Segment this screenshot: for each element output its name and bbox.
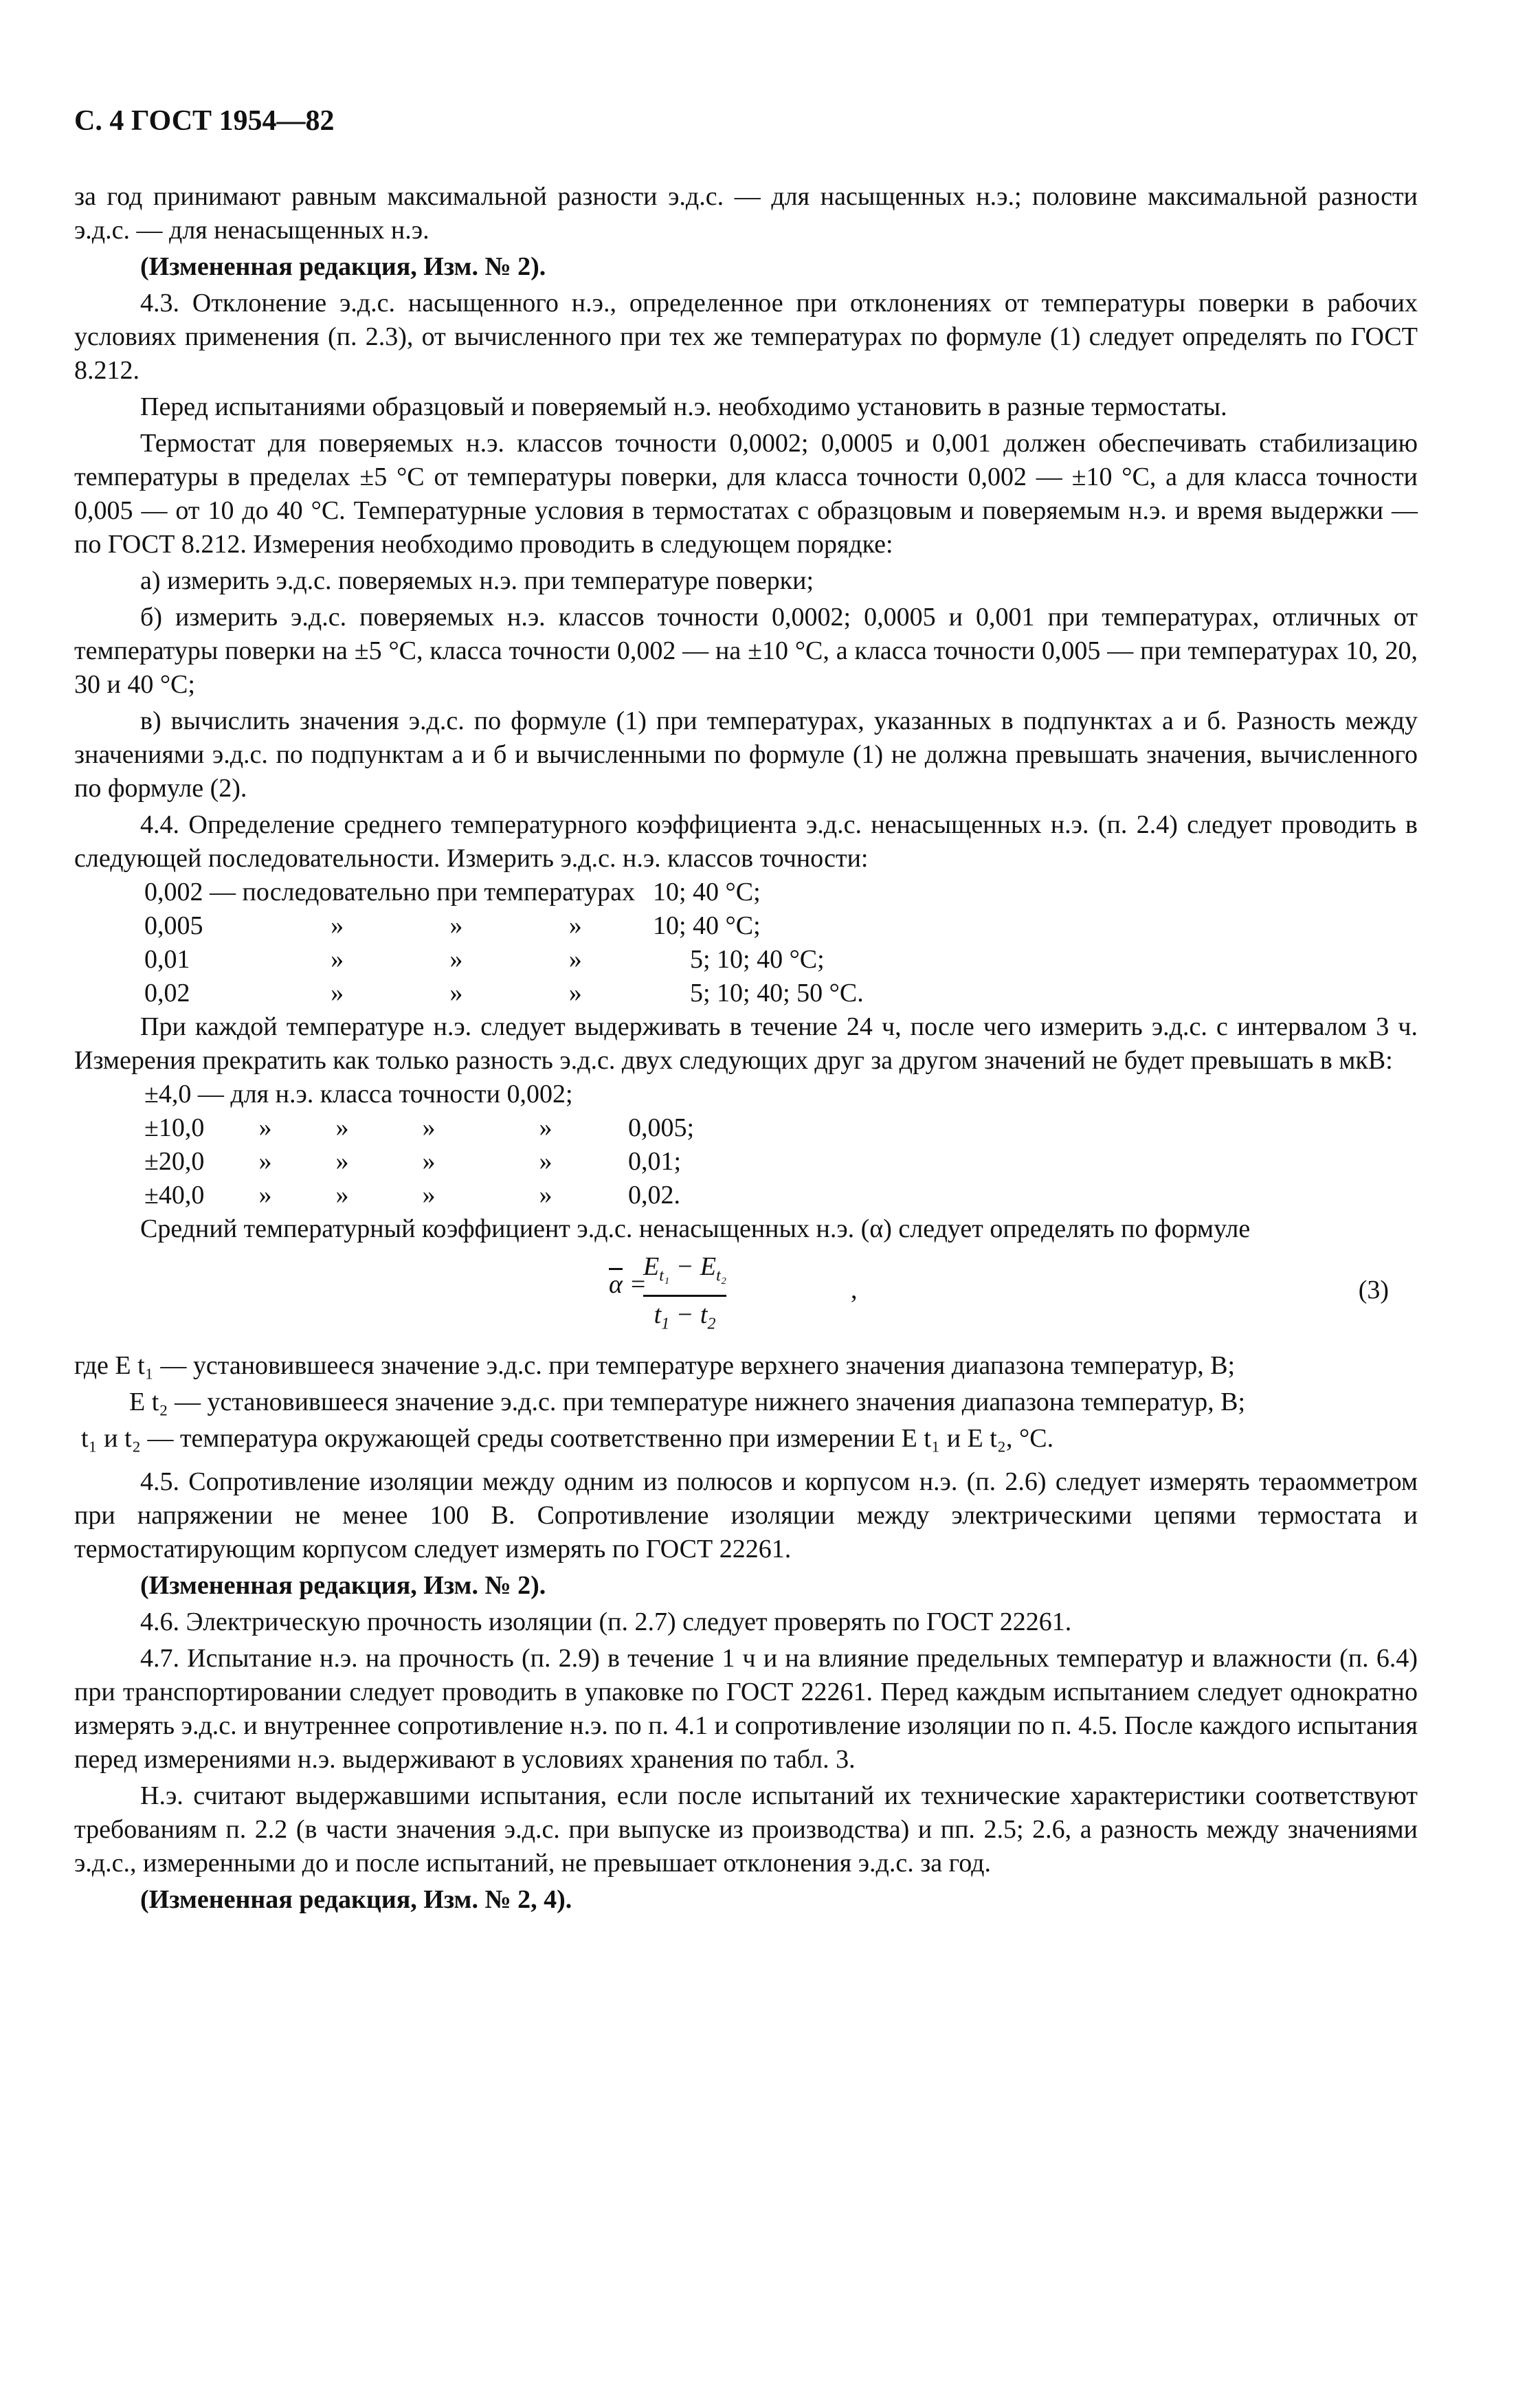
table-cell: 5; 10; 40; 50 °С. xyxy=(689,979,864,1008)
formula-lhs: $\overline{\alpha}$ = xyxy=(609,1270,647,1299)
table-cell: 0,002 — последовательно при температурах xyxy=(144,878,635,906)
table-cell: 10; 40 °С; xyxy=(652,911,761,940)
table-row xyxy=(144,977,864,1010)
list-item-b: б) измерить э.д.с. поверяемых н.э. классов точности 0,0002; 0,0005 и 0,001 при температурах, отличных от температуры поверки на ±5 °С, класса точности 0,002 — на ±10 °С, а класса точности 0,005 — при температурах 10, 20, 30 и 40 °С; xyxy=(74,603,1418,699)
ditto-mark: » xyxy=(258,1181,272,1210)
paragraph-continuation: за год принимают равным максимальной разности э.д.с. — для насыщенных н.э.; половине максимальной разности э.д.с. — для ненасыщенных н.э. xyxy=(74,182,1418,245)
formula-fraction xyxy=(643,1250,726,1341)
ditto-mark: » xyxy=(568,945,582,974)
table-cell: 0,01; xyxy=(628,1147,682,1176)
table-row xyxy=(144,909,864,943)
ditto-mark: » xyxy=(449,911,463,940)
ditto-mark: » xyxy=(331,945,344,974)
table-cell: ±40,0 xyxy=(144,1181,205,1210)
amendment-note: (Измененная редакция, Изм. № 2, 4). xyxy=(140,1885,572,1914)
formula-denominator: $t_1 - t_2$ xyxy=(654,1300,716,1333)
table-cell: 5; 10; 40 °С; xyxy=(689,945,825,974)
ditto-mark: » xyxy=(258,1113,272,1142)
amendment-note: (Измененная редакция, Изм. № 2). xyxy=(140,1571,546,1600)
paragraph-4-4-interval: При каждой температуре н.э. следует выдерживать в течение 24 ч, после чего измерить э.д.с. с интервалом 3 ч. Измерения прекратить как только разность э.д.с. двух следующих друг за другом значений не будет превышать в мкВ: xyxy=(74,1012,1418,1075)
where-definition-1: где E t₁ — установившееся значение э.д.с. при температуре верхнего значения диапазона температур, В; xyxy=(74,1351,1236,1380)
ditto-mark: » xyxy=(331,979,344,1008)
table-cell: 0,02. xyxy=(628,1181,680,1210)
ditto-mark: » xyxy=(258,1147,272,1176)
fraction-bar xyxy=(643,1295,726,1297)
where-definition-2: E t₂ — установившееся значение э.д.с. при температуре нижнего значения диапазона температур, В; xyxy=(129,1388,1246,1416)
table-row xyxy=(144,1179,694,1212)
ditto-mark: » xyxy=(568,979,582,1008)
ditto-mark: » xyxy=(422,1147,436,1176)
table-row xyxy=(144,1145,694,1179)
formula-number: (3) xyxy=(1358,1276,1389,1304)
ditto-mark: » xyxy=(335,1181,349,1210)
table-cell: ±20,0 xyxy=(144,1147,205,1176)
ditto-mark: » xyxy=(539,1113,553,1142)
paragraph-4-3: 4.3. Отклонение э.д.с. насыщенного н.э., определенное при отклонениях от температуры поверки в рабочих условиях применения (п. 2.3), от вычисленного при тех же температурах по формуле (1) следует определять по ГОСТ 8.212. xyxy=(74,289,1418,385)
list-item-v: в) вычислить значения э.д.с. по формуле (1) при температурах, указанных в подпунктах а и б. Разность между значениями э.д.с. по подпунктам а и б и вычисленными по формуле (1) не должна превышать значения, вычисленного по формуле (2). xyxy=(74,706,1418,803)
document-body xyxy=(74,180,1418,1917)
table-cell: ±10,0 xyxy=(144,1113,205,1142)
table-cell: ±4,0 — для н.э. класса точности 0,002; xyxy=(144,1080,573,1109)
paragraph-4-7: 4.7. Испытание н.э. на прочность (п. 2.9) в течение 1 ч и на влияние предельных температур и влажности (п. 6.4) при транспортировании следует проводить в упаковке по ГОСТ 22261. Перед каждым испытанием следует однократно измерять э.д.с. и внутреннее сопротивление н.э. по п. 4.1 и сопротивление изоляции по п. 4.5. После каждого испытания перед измерениями н.э. выдерживают в условиях хранения по табл. 3. xyxy=(74,1644,1418,1774)
table-cell: 0,01 xyxy=(144,945,190,974)
limits-table xyxy=(144,1078,694,1212)
ditto-mark: » xyxy=(331,911,344,940)
paragraph-4-3-thermostats: Перед испытаниями образцовый и поверяемый н.э. необходимо установить в разные термостаты. xyxy=(140,392,1227,421)
table-cell: 0,02 xyxy=(144,979,190,1008)
paragraph-4-7-criteria: Н.э. считают выдержавшими испытания, если после испытаний их технические характеристики соответствуют требованиям п. 2.2 (в части значения э.д.с. при выпуске из производства) и пп. 2.5; 2.6, а разность между значениями э.д.с., измеренными до и после испытаний, не превышает отклонения э.д.с. за год. xyxy=(74,1781,1418,1878)
ditto-mark: » xyxy=(335,1147,349,1176)
paragraph-4-4-coefficient: Средний температурный коэффициент э.д.с. ненасыщенных н.э. (α) следует определять по формуле xyxy=(140,1214,1251,1243)
ditto-mark: » xyxy=(449,945,463,974)
paragraph-4-6: 4.6. Электрическую прочность изоляции (п. 2.7) следует проверять по ГОСТ 22261. xyxy=(140,1607,1072,1636)
ditto-mark: » xyxy=(568,911,582,940)
temperature-table xyxy=(144,876,864,1010)
ditto-mark: » xyxy=(422,1181,436,1210)
ditto-mark: » xyxy=(422,1113,436,1142)
table-row xyxy=(144,943,864,977)
table-row xyxy=(144,876,864,909)
table-cell: 10; 40 °С; xyxy=(652,878,761,906)
paragraph-4-3-conditions: Термостат для поверяемых н.э. классов точности 0,0002; 0,0005 и 0,001 должен обеспечивать стабилизацию температуры в пределах ±5 °С от температуры поверки, для класса точности 0,002 — ±10 °С, а для класса точности 0,005 — от 10 до 40 °С. Температурные условия в термостатах с образцовым и поверяемым н.э. и время выдержки — по ГОСТ 8.212. Измерения необходимо проводить в следующем порядке: xyxy=(74,429,1418,559)
ditto-mark: » xyxy=(539,1147,553,1176)
ditto-mark: » xyxy=(335,1113,349,1142)
paragraph-4-5: 4.5. Сопротивление изоляции между одним из полюсов и корпусом н.э. (п. 2.6) следует измерять тераомметром при напряжении не менее 100 В. Сопротивление изоляции между электрическими цепями термостата и термостатирующим корпусом следует измерять по ГОСТ 22261. xyxy=(74,1467,1418,1563)
table-row xyxy=(144,1111,694,1145)
table-row xyxy=(144,1078,694,1111)
ditto-mark: » xyxy=(449,979,463,1008)
formula-3: $\overline{\alpha}$ = $E_{t_1} - E_{t_2}$ $t_1 - t_2$ , (3) xyxy=(74,1250,1418,1339)
amendment-note: (Измененная редакция, Изм. № 2). xyxy=(140,252,546,281)
where-definition-3: t₁ и t₂ — температура окружающей среды соответственно при измерении E t₁ и E t₂, °С. xyxy=(81,1424,1054,1453)
formula-numerator: $E_{t_1} - E_{t_2}$ xyxy=(643,1252,727,1285)
ditto-mark: » xyxy=(539,1181,553,1210)
paragraph-4-4: 4.4. Определение среднего температурного коэффициента э.д.с. ненасыщенных н.э. (п. 2.4) следует проводить в следующей последовательности. Измерить э.д.с. н.э. классов точности: xyxy=(74,810,1418,873)
table-cell: 0,005; xyxy=(628,1113,695,1142)
list-item-a: а) измерить э.д.с. поверяемых н.э. при температуре поверки; xyxy=(140,566,814,595)
page-header: С. 4 ГОСТ 1954—82 xyxy=(74,105,335,137)
table-cell: 0,005 xyxy=(144,911,203,940)
